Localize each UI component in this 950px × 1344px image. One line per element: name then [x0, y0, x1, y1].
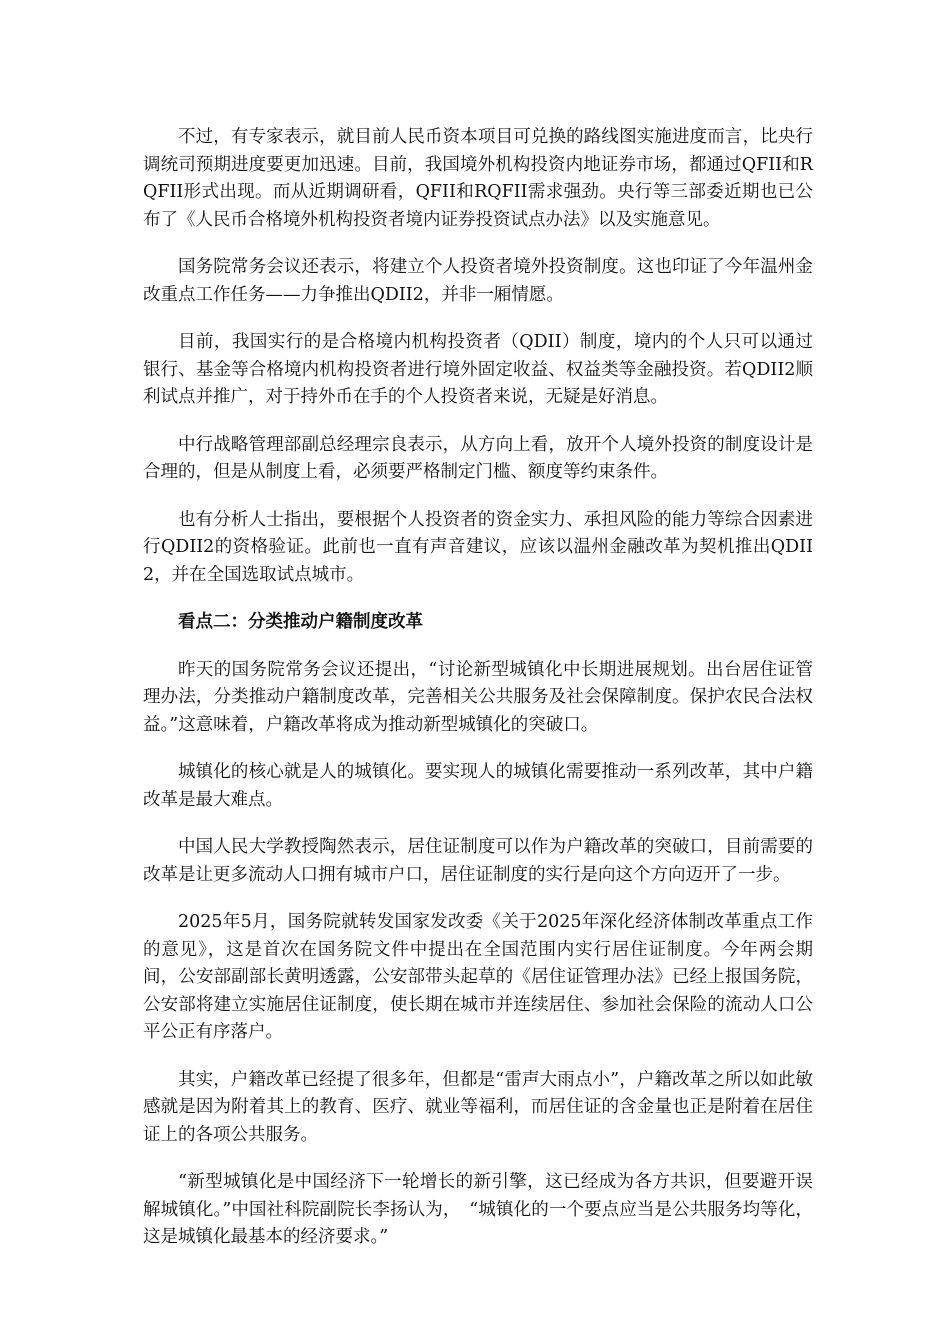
paragraph-tao-ran: 中国人民大学教授陶然表示，居住证制度可以作为户籍改革的突破口，目前需要的改革是让更多流动人口拥有城市户口，居住证制度的实行是向这个方向迈开了一步。: [143, 837, 813, 885]
section-heading: 看点二：分类推动户籍制度改革: [178, 612, 423, 632]
paragraph-individual-investment: 国务院常务会议还表示，将建立个人投资者境外投资制度。这也印证了今年温州金改重点工作任务——力争推出QDII2，并非一厢情愿。: [143, 257, 813, 305]
paragraph-hukou-reform: 其实，户籍改革已经提了很多年，但都是“雷声大雨点小”，户籍改革之所以如此敏感就是因为附着其上的教育、医疗、就业等福利，而居住证的含金量也正是附着在居住证上的各项公共服务。: [143, 1069, 813, 1145]
paragraph-zong-liang: 中行战略管理部副总经理宗良表示，从方向上看，放开个人境外投资的制度设计是合理的，但是从制度上看，必须要严格制定门槛、额度等约束条件。: [143, 434, 813, 482]
paragraph-li-yang: “新型城镇化是中国经济下一轮增长的新引擎，这已经成为各方共识，但要避开误解城镇化。”中国社科院副院长李扬认为， “城镇化的一个要点应当是公共服务均等化，这是城镇化最基本的经济要求。”: [143, 1172, 813, 1247]
paragraph-urbanization-core: 城镇化的核心就是人的城镇化。要实现人的城镇化需要推动一系列改革，其中户籍改革是最大难点。: [143, 762, 813, 810]
paragraph-residence-permit: 2025年5月，国务院就转发国家发改委《关于2025年深化经济体制改革重点工作的意见》，这是首次在国务院文件中提出在全国范围内实行居住证制度。今年两会期间，公安部副部长黄明透露，公安部带头起草的《居住证管理办法》已经上报国务院，公安部将建立实施居住证制度，使长期在城市并连续居住、参加社会保险的流动人口公平公正有序落户。: [143, 912, 813, 1042]
article-body: [143, 124, 813, 1272]
paragraph-qdii-system: 目前，我国实行的是合格境内机构投资者（QDII）制度，境内的个人只可以通过银行、基金等合格境内机构投资者进行境外固定收益、权益类等金融投资。若QDII2顺利试点并推广，对于持外币在手的个人投资者来说，无疑是好消息。: [143, 332, 813, 407]
paragraph-qdii2-verification: 也有分析人士指出，要根据个人投资者的资金实力、承担风险的能力等综合因素进行QDII2的资格验证。此前也一直有声音建议，应该以温州金融改革为契机推出QDII2，并在全国选取试点城市。: [143, 509, 813, 585]
paragraph-qfii-progress: 不过，有专家表示，就目前人民币资本项目可兑换的路线图实施进度而言，比央行调统司预期进度要更加迅速。目前，我国境外机构投资内地证券市场，都通过QFII和RQFII形式出现。而从近期调研看，QFII和RQFII需求强劲。央行等三部委近期也已公布了《人民币合格境外机构投资者境内证券投资试点办法》以及实施意见。: [143, 127, 813, 230]
paragraph-state-council: 昨天的国务院常务会议还提出，“讨论新型城镇化中长期进展规划。出台居住证管理办法，分类推动户籍制度改革，完善相关公共服务及社会保障制度。保护农民合法权益。”这意味着，户籍改革将成为推动新型城镇化的突破口。: [143, 659, 813, 735]
